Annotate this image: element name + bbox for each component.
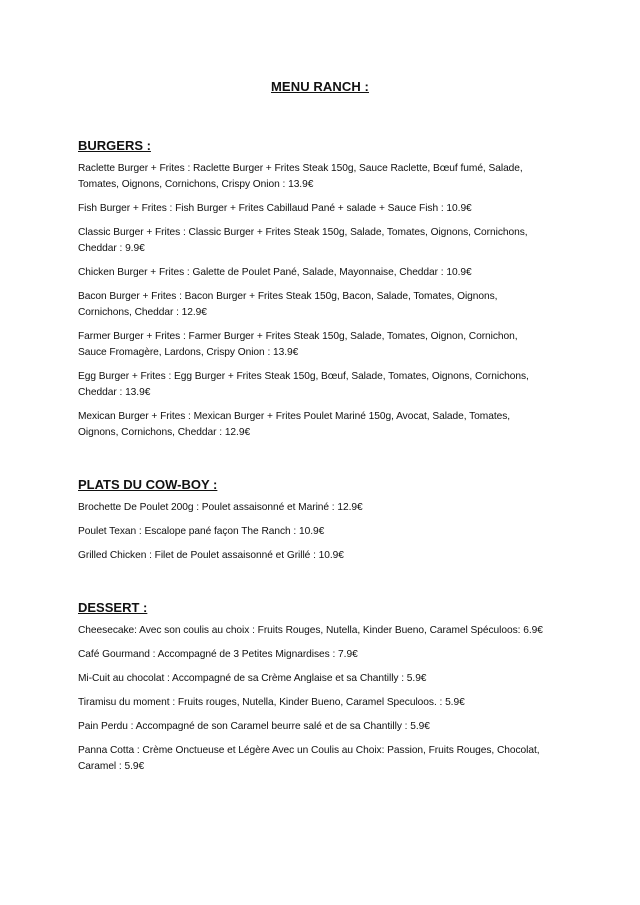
menu-item-line: Cheesecake: Avec son coulis au choix : Fruits Rouges, Nutella, Kinder Bueno, Caramel Spéculoos: 6.9€	[78, 625, 543, 636]
menu-item	[78, 329, 578, 361]
menu-item-line: Classic Burger + Frites : Classic Burger + Frites Steak 150g, Salade, Tomates, Oignons, Cornichons,	[78, 227, 528, 238]
menu-item	[78, 524, 578, 540]
menu-item-line: Bacon Burger + Frites : Bacon Burger + Frites Steak 150g, Bacon, Salade, Tomates, Oignons,	[78, 291, 498, 302]
menu-item	[78, 647, 578, 663]
menu-item-line: Fish Burger + Frites : Fish Burger + Frites Cabillaud Pané + salade + Sauce Fish : 10.9€	[78, 203, 472, 214]
menu-item-line: Oignons, Cornichons, Cheddar : 12.9€	[78, 427, 251, 438]
menu-item-line: Cheddar : 9.9€	[78, 243, 145, 254]
menu-item	[78, 265, 578, 281]
menu-item-line: Mexican Burger + Frites : Mexican Burger + Frites Poulet Mariné 150g, Avocat, Salade, Tomates,	[78, 411, 511, 422]
section-burgers	[78, 138, 578, 441]
section-plats-du-cow-boy	[78, 477, 578, 564]
menu-item	[78, 161, 578, 193]
menu-item-line: Grilled Chicken : Filet de Poulet assaisonné et Grillé : 10.9€	[78, 550, 344, 561]
menu-item-line: Caramel : 5.9€	[78, 761, 145, 772]
menu-item-line: Pain Perdu : Accompagné de son Caramel beurre salé et de sa Chantilly : 5.9€	[78, 721, 430, 732]
menu-item-line: Brochette De Poulet 200g : Poulet assaisonné et Mariné : 12.9€	[78, 502, 363, 513]
menu-item-line: Café Gourmand : Accompagné de 3 Petites Mignardises : 7.9€	[78, 649, 358, 660]
menu-item-line: Panna Cotta : Crème Onctueuse et Légère Avec un Coulis au Choix: Passion, Fruits Rouges, Chocolat,	[78, 745, 540, 756]
menu-item-line: Cornichons, Cheddar : 12.9€	[78, 307, 207, 318]
menu-item-line: Raclette Burger + Frites : Raclette Burger + Frites Steak 150g, Sauce Raclette, Bœuf fumé, Salade,	[78, 163, 523, 174]
menu-item	[78, 289, 578, 321]
menu-item	[78, 225, 578, 257]
section-heading: BURGERS :	[78, 138, 151, 153]
menu-item-line: Tomates, Oignons, Cornichons, Crispy Onion : 13.9€	[78, 179, 314, 190]
menu-item	[78, 695, 578, 711]
menu-item	[78, 548, 578, 564]
section-heading: DESSERT :	[78, 600, 148, 615]
menu-item	[78, 671, 578, 687]
section-heading: PLATS DU COW-BOY :	[78, 477, 218, 492]
menu-item	[78, 500, 578, 516]
menu-item	[78, 409, 578, 441]
menu-item-line: Sauce Fromagère, Lardons, Crispy Onion : 13.9€	[78, 347, 299, 358]
menu-item-line: Mi-Cuit au chocolat : Accompagné de sa Crème Anglaise et sa Chantilly : 5.9€	[78, 673, 427, 684]
menu-item-line: Egg Burger + Frites : Egg Burger + Frites Steak 150g, Bœuf, Salade, Tomates, Oignons, Cornichons,	[78, 371, 529, 382]
menu-item	[78, 623, 578, 639]
section-dessert	[78, 600, 578, 775]
menu-item	[78, 369, 578, 401]
menu-item-line: Chicken Burger + Frites : Galette de Poulet Pané, Salade, Mayonnaise, Cheddar : 10.9€	[78, 267, 472, 278]
menu-item-line: Tiramisu du moment : Fruits rouges, Nutella, Kinder Bueno, Caramel Speculoos. : 5.9€	[78, 697, 465, 708]
page-title: MENU RANCH :	[271, 79, 369, 94]
menu-item	[78, 743, 578, 775]
menu-item-line: Poulet Texan : Escalope pané façon The Ranch : 10.9€	[78, 526, 325, 537]
menu-item	[78, 719, 578, 735]
menu-item-line: Farmer Burger + Frites : Farmer Burger + Frites Steak 150g, Salade, Tomates, Oignon, Cornichon,	[78, 331, 518, 342]
menu-item-line: Cheddar : 13.9€	[78, 387, 151, 398]
menu-item	[78, 201, 578, 217]
